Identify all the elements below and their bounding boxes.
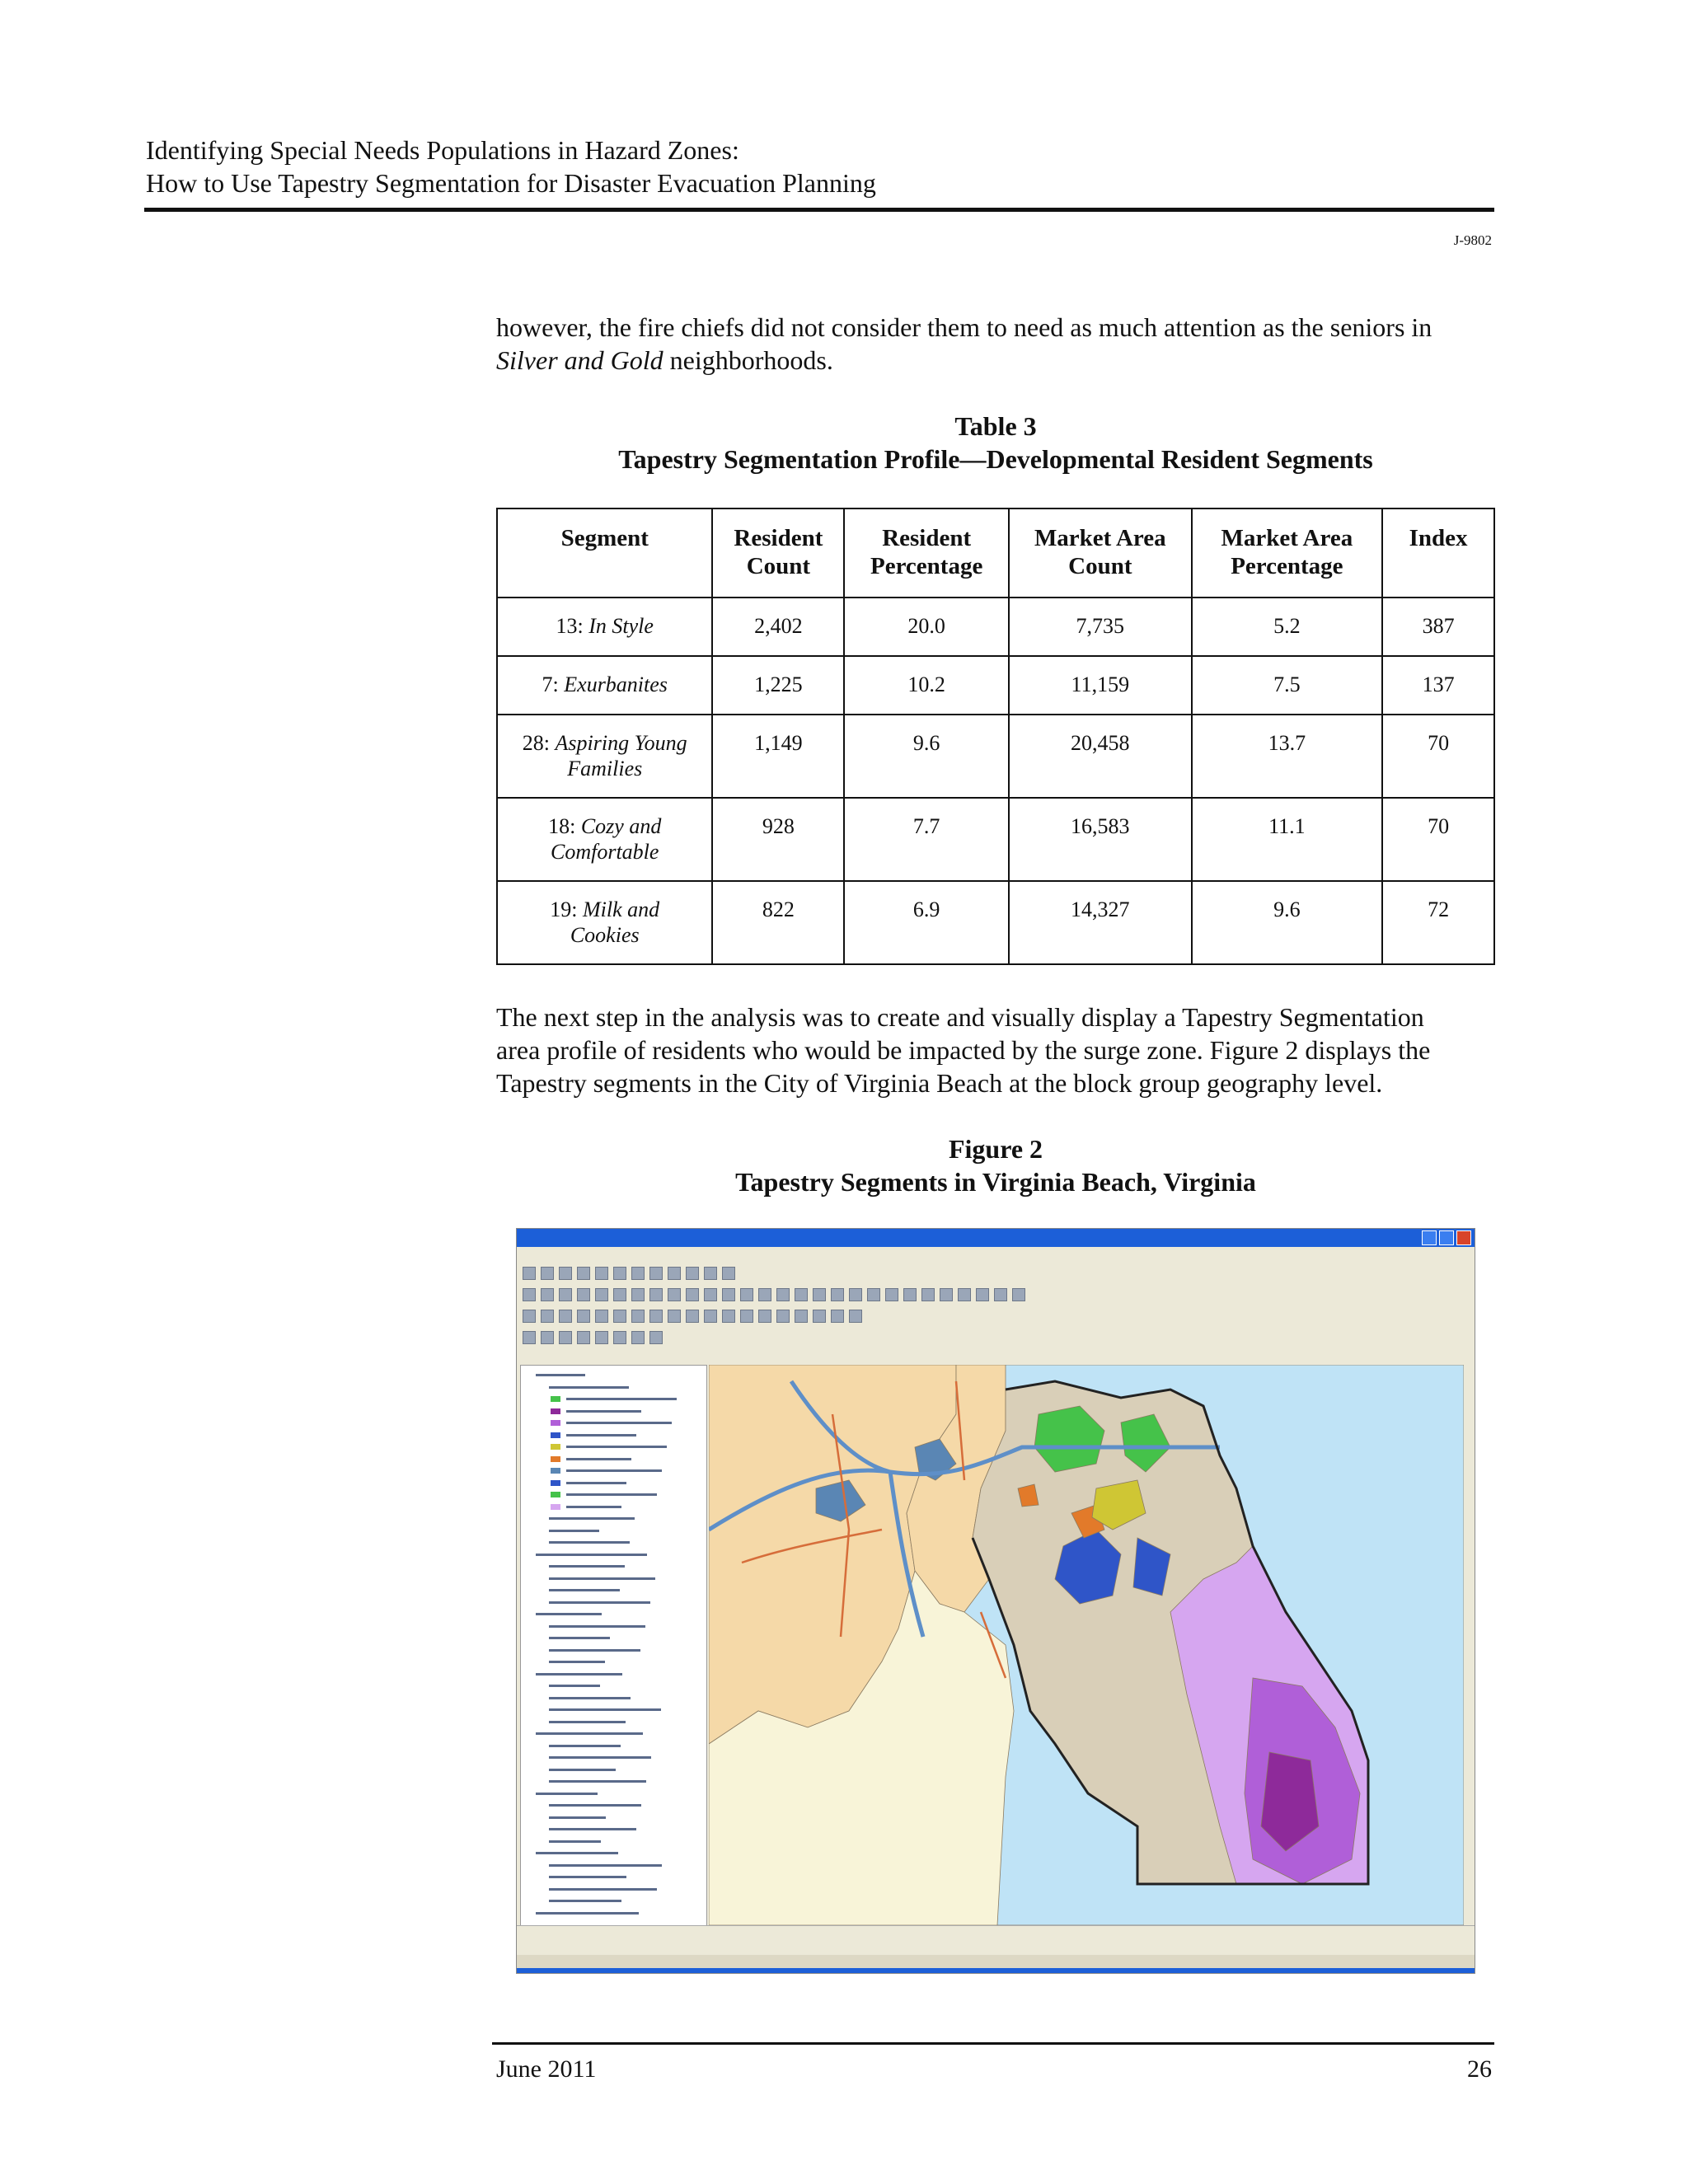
legend-swatch	[551, 1444, 560, 1450]
index-cell: 72	[1382, 881, 1494, 964]
market-count-cell: 11,159	[1009, 656, 1191, 715]
toolbar	[520, 1306, 1468, 1324]
toc-entry	[549, 1625, 645, 1628]
table-caption-number: Table 3	[954, 411, 1037, 441]
toc-entry	[549, 1637, 610, 1639]
table-header-row	[497, 509, 1494, 598]
resident-percentage-cell: 9.6	[844, 715, 1009, 798]
market-count-cell: 7,735	[1009, 598, 1191, 656]
legend-swatch	[551, 1456, 560, 1462]
toc-entry	[549, 1828, 636, 1830]
paragraph-line: The next step in the analysis was to create and visually display a Tapestry Segmentation	[496, 1002, 1424, 1032]
market-percentage-cell: 9.6	[1192, 881, 1383, 964]
market-percentage-cell: 7.5	[1192, 656, 1383, 715]
toc-entry	[549, 1708, 661, 1711]
segment-cell: 18: Cozy and Comfortable	[497, 798, 712, 881]
toc-entry	[549, 1517, 635, 1520]
legend-swatch	[551, 1504, 560, 1510]
legend-swatch	[551, 1396, 560, 1402]
running-header	[146, 134, 876, 199]
toc-entry	[566, 1410, 641, 1413]
menu-bar	[517, 1247, 1475, 1262]
intro-line-2	[496, 344, 1495, 377]
toc-entry	[549, 1649, 640, 1652]
intro-line-1: however, the fire chiefs did not consider them to need as much attention as the seniors in	[496, 312, 1432, 342]
toc-entry	[549, 1386, 629, 1389]
body-paragraph	[496, 1001, 1495, 1099]
toc-entry	[536, 1613, 602, 1615]
index-cell: 137	[1382, 656, 1494, 715]
toc-entry	[566, 1398, 677, 1400]
resident-percentage-cell: 7.7	[844, 798, 1009, 881]
toc-entry	[549, 1840, 601, 1843]
close-icon	[1456, 1230, 1471, 1245]
toc-entry	[549, 1900, 621, 1902]
paragraph-line: area profile of residents who would be impacted by the surge zone. Figure 2 displays the	[496, 1035, 1431, 1065]
toc-entry	[549, 1888, 657, 1891]
toolbar	[520, 1263, 1468, 1282]
toc-entry	[536, 1673, 622, 1675]
resident-count-cell: 1,225	[712, 656, 844, 715]
header-rule	[144, 208, 1494, 212]
footer-date: June 2011	[496, 2055, 597, 2083]
segment-cell: 28: Aspiring Young Families	[497, 715, 712, 798]
toc-entry	[549, 1780, 646, 1783]
legend-swatch	[551, 1468, 560, 1474]
header-line-1: Identifying Special Needs Populations in Hazard Zones:	[146, 135, 739, 165]
index-cell: 70	[1382, 798, 1494, 881]
toc-entry	[549, 1804, 641, 1807]
minimize-icon	[1422, 1230, 1437, 1245]
resident-count-cell: 1,149	[712, 715, 844, 798]
toc-entry	[566, 1446, 667, 1448]
toc-entry	[549, 1685, 600, 1687]
table-row	[497, 881, 1494, 964]
header-index: Index	[1382, 509, 1494, 598]
index-cell: 387	[1382, 598, 1494, 656]
toc-entry	[549, 1661, 605, 1663]
toc-entry	[549, 1876, 626, 1878]
segment-cell: 19: Milk and Cookies	[497, 881, 712, 964]
segment-cell: 7: Exurbanites	[497, 656, 712, 715]
toc-entry	[536, 1793, 598, 1795]
paragraph-line: Tapestry segments in the City of Virginia Beach at the block group geography level.	[496, 1068, 1383, 1098]
toc-entry	[536, 1374, 585, 1376]
toc-entry	[566, 1506, 621, 1508]
toolbar	[520, 1285, 1468, 1303]
toc-entry	[566, 1469, 662, 1472]
toc-entry	[536, 1912, 639, 1915]
legend-swatch	[551, 1432, 560, 1438]
market-count-cell: 16,583	[1009, 798, 1191, 881]
toc-entry	[549, 1769, 616, 1771]
window-bottom-edge	[517, 1968, 1475, 1973]
resident-count-cell: 822	[712, 881, 844, 964]
figure-caption-title: Tapestry Segments in Virginia Beach, Virginia	[735, 1167, 1256, 1197]
toc-entry	[536, 1852, 618, 1854]
drawing-toolbar	[517, 1925, 1475, 1956]
resident-count-cell: 2,402	[712, 598, 844, 656]
header-segment: Segment	[497, 509, 712, 598]
resident-percentage-cell: 10.2	[844, 656, 1009, 715]
document-number: J-9802	[1453, 232, 1492, 248]
toc-entry	[549, 1864, 662, 1867]
page-number: 26	[1467, 2055, 1492, 2083]
header-line-2: How to Use Tapestry Segmentation for Disaster Evacuation Planning	[146, 168, 876, 198]
segment-cell: 13: In Style	[497, 598, 712, 656]
figure-caption	[496, 1132, 1495, 1198]
table-row	[497, 656, 1494, 715]
toc-entry	[566, 1458, 631, 1460]
table-row	[497, 715, 1494, 798]
toc-entry	[536, 1554, 647, 1556]
toc-entry	[549, 1577, 655, 1580]
toc-entry	[566, 1493, 657, 1496]
market-count-cell: 14,327	[1009, 881, 1191, 964]
window-titlebar	[517, 1229, 1475, 1247]
toc-entry	[549, 1565, 625, 1568]
arcmap-screenshot	[516, 1228, 1475, 1974]
resident-percentage-cell: 6.9	[844, 881, 1009, 964]
toc-entry	[549, 1721, 626, 1723]
intro-italic-segment: Silver and Gold	[496, 345, 663, 375]
maximize-icon	[1439, 1230, 1454, 1245]
toc-entry	[566, 1434, 636, 1436]
toc-entry	[549, 1601, 650, 1604]
toc-entry	[549, 1756, 651, 1759]
toc-entry	[566, 1482, 626, 1484]
toc-entry	[549, 1697, 631, 1699]
table-of-contents	[520, 1365, 707, 1927]
table-caption	[496, 410, 1495, 476]
header-resident-percentage: Resident Percentage	[844, 509, 1009, 598]
header-market-area-count: Market Area Count	[1009, 509, 1191, 598]
intro-paragraph	[496, 311, 1495, 377]
header-resident-count: Resident Count	[712, 509, 844, 598]
status-bar	[517, 1955, 1475, 1968]
index-cell: 70	[1382, 715, 1494, 798]
market-percentage-cell: 11.1	[1192, 798, 1383, 881]
toolbar	[520, 1328, 1468, 1346]
segment-table	[496, 508, 1495, 965]
toc-entry	[549, 1541, 630, 1544]
legend-swatch	[551, 1492, 560, 1497]
market-percentage-cell: 5.2	[1192, 598, 1383, 656]
market-percentage-cell: 13.7	[1192, 715, 1383, 798]
map-view	[709, 1365, 1464, 1925]
footer-rule	[492, 2042, 1494, 2045]
toc-entry	[549, 1589, 620, 1591]
table-row	[497, 798, 1494, 881]
legend-swatch	[551, 1420, 560, 1426]
figure-caption-number: Figure 2	[948, 1134, 1043, 1164]
legend-swatch	[551, 1408, 560, 1414]
window-controls	[1422, 1230, 1471, 1245]
toc-entry	[536, 1732, 643, 1735]
toc-entry	[566, 1422, 672, 1424]
legend-swatch	[551, 1480, 560, 1486]
header-market-area-percentage: Market Area Percentage	[1192, 509, 1383, 598]
toc-entry	[549, 1530, 599, 1532]
resident-percentage-cell: 20.0	[844, 598, 1009, 656]
table-caption-title: Tapestry Segmentation Profile—Developmental Resident Segments	[618, 444, 1373, 474]
intro-line-2-rest: neighborhoods.	[663, 345, 833, 375]
market-count-cell: 20,458	[1009, 715, 1191, 798]
toc-entry	[549, 1816, 606, 1819]
resident-count-cell: 928	[712, 798, 844, 881]
table-row	[497, 598, 1494, 656]
toc-entry	[549, 1745, 621, 1747]
